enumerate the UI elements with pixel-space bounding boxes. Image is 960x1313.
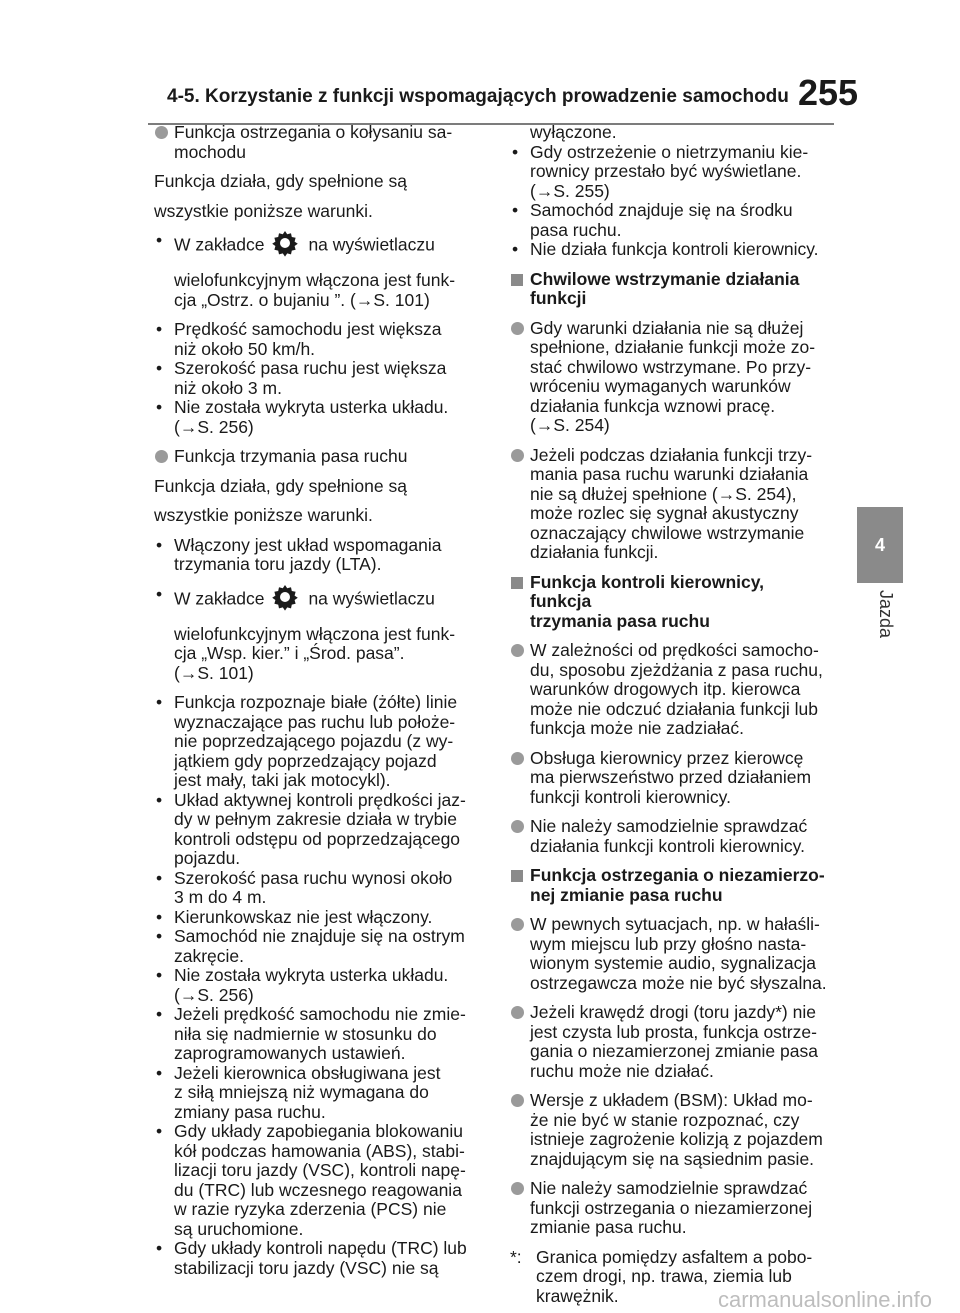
gear-icon — [270, 228, 300, 258]
note-item: Nie należy samodzielnie sprawdzać funkcji ostrzegania o niezamierzonej zmianie pasa ruchu. — [510, 1179, 830, 1238]
paragraph: Funkcja działa, gdy spełnione są wszystkie poniższe warunki. — [154, 171, 407, 221]
note-item: Obsługa kierownicy przez kierowcę ma pierwszeństwo przed działaniem funkcji kontroli kierownicy. — [510, 749, 830, 808]
bullet-item: • W zakładce na wyświetlaczu wielofunkcyjnym włączona jest funk- cja „Wsp. kier.” i „Środ. pasa”. (→S. 101) — [156, 583, 456, 683]
circle-bullet-icon — [511, 322, 524, 335]
page-number: 255 — [798, 72, 859, 113]
circle-bullet-icon — [511, 1094, 524, 1107]
gear-icon — [270, 582, 300, 612]
bullet-item: • Układ aktywnej kontroli prędkości jaz- dy w pełnym zakresie działa w trybie kontroli odstępu od poprzedzającego pojazdu. — [156, 789, 466, 868]
bullet-item: • Nie działa funkcja kontroli kierownicy. — [512, 239, 819, 259]
note-item: Gdy warunki działania nie są dłużej spełnione, działanie funkcji może zo- stać chwilowo wstrzymane. Po przy- wróceniu wymaganych warunków działania funkcja wznowi pracę. (→S. 254) — [510, 319, 830, 436]
section-heading: Funkcja ostrzegania o kołysaniu sa- mochodu — [154, 123, 484, 162]
footnote: *: Granica pomiędzy asfaltem a pobo- czem drogi, np. trawa, ziemia lub krawężnik. — [510, 1246, 813, 1306]
note-item: Nie należy samodzielnie sprawdzać działania funkcji kontroli kierownicy. — [510, 817, 830, 856]
bullet-item: • W zakładce na wyświetlaczu wielofunkcyjnym włączona jest funk- cja „Ostrz. o bujaniu ”. (→S. 101) — [156, 230, 456, 310]
circle-bullet-icon — [155, 450, 168, 463]
bullet-item: • Szerokość pasa ruchu jest większa niż około 3 m. — [156, 358, 447, 398]
continued-text: wyłączone. — [530, 122, 617, 142]
section-heading: Funkcja trzymania pasa ruchu — [154, 447, 484, 467]
note-item: Jeżeli krawędź drogi (toru jazdy*) nie jest czysta lub prosta, funkcja ostrze- gania o niezamierzonej zmianie pasa ruchu może nie działać. — [510, 1003, 830, 1081]
footnote-mark: *: — [510, 1246, 522, 1267]
bullet-item: • Nie została wykryta usterka układu. (→S. 256) — [156, 965, 449, 1005]
paragraph: Funkcja działa, gdy spełnione są wszystkie poniższe warunki. — [154, 475, 407, 525]
circle-bullet-icon — [511, 820, 524, 833]
bullet-item: • Funkcja rozpoznaje białe (żółte) linie wyznaczające pas ruchu lub położe- nie poprzedzającego pojazdu (z wy- jątkiem gdy poprzedzający pojazd jest mały, taki jak motocykl). — [156, 692, 458, 790]
chapter-label: Jazda — [876, 590, 896, 639]
watermark: carmanualsonline.info — [718, 1287, 933, 1312]
square-bullet-icon — [511, 870, 523, 882]
subsection-heading: Funkcja kontroli kierownicy, funkcja trzymania pasa ruchu — [510, 573, 830, 632]
bullet-item: • Gdy układy kontroli napędu (TRC) lub stabilizacji toru jazdy (VSC) nie są — [156, 1238, 467, 1278]
bullet-item: • Jeżeli prędkość samochodu nie zmie- niła się nadmiernie w stosunku do zaprogramowanych ustawień. — [156, 1004, 466, 1063]
bullet-item: • Gdy ostrzeżenie o nietrzymaniu kie- rownicy przestało być wyświetlane. (→S. 255) — [512, 141, 809, 201]
circle-bullet-icon — [511, 449, 524, 462]
note-item: W zależności od prędkości samocho- du, sposobu zjeżdżania z pasa ruchu, warunków drogowych itp. kierowca może nie odczuć działania funkcji lub funkcja może nie zadziałać. — [510, 641, 830, 739]
section-title: 4-5. Korzystanie z funkcji wspomagających prowadzenie samochodu — [167, 86, 789, 107]
subsection-heading: Chwilowe wstrzymanie działania funkcji — [510, 270, 830, 309]
left-column — [154, 123, 484, 1278]
bullet-item: • Kierunkowskaz nie jest włączony. — [156, 906, 433, 927]
bullet-item: • Prędkość samochodu jest większa niż około 50 km/h. — [156, 319, 442, 359]
note-item: W pewnych sytuacjach, np. w hałaśli- wym miejscu lub przy głośno nasta- wionym systemie audio, sygnalizacja ostrzegawcza może nie być słyszalna. — [510, 915, 830, 993]
bullet-item: • Szerokość pasa ruchu wynosi około 3 m do 4 m. — [156, 867, 453, 907]
chapter-tab[interactable]: 4 — [857, 507, 903, 583]
circle-bullet-icon — [511, 752, 524, 765]
note-item: Wersje z układem (BSM): Układ mo- że nie być w stanie rozpoznać, czy istnieje zagrożenie kolizją z pojazdem znajdującym się na sąsiednim pasie. — [510, 1091, 830, 1169]
square-bullet-icon — [511, 274, 523, 286]
subsection-heading: Funkcja ostrzegania o niezamierzo- nej zmianie pasa ruchu — [510, 866, 830, 905]
square-bullet-icon — [511, 577, 523, 589]
note-item: Jeżeli podczas działania funkcji trzy- mania pasa ruchu warunki działania nie są dłużej spełnione (→S. 254), może rozlec się sygnał akustyczny oznaczający chwilowe wstrzymanie działania funkcji. — [510, 446, 830, 563]
bullet-item: • Gdy układy zapobiegania blokowaniu kół podczas hamowania (ABS), stabi- lizacji toru jazdy (VSC), kontroli napę- du (TRC) lub wczesnego reagowania w razie ryzyka zderzenia (PCS) nie są uruchomione. — [156, 1121, 466, 1239]
circle-bullet-icon — [511, 644, 524, 657]
bullet-item: • Samochód nie znajduje się na ostrym zakręcie. — [156, 926, 465, 966]
circle-bullet-icon — [511, 1006, 524, 1019]
bullet-item: • Jeżeli kierownica obsługiwana jest z siłą mniejszą niż wymagana do zmiany pasa ruchu. — [156, 1062, 441, 1122]
right-column — [510, 123, 830, 1306]
bullet-item: • Nie została wykryta usterka układu. (→S. 256) — [156, 397, 449, 437]
bullet-dot-icon: • — [156, 230, 163, 250]
bullet-item: • Samochód znajduje się na środku pasa ruchu. — [512, 200, 793, 240]
circle-bullet-icon — [155, 126, 168, 139]
page-header — [0, 62, 960, 122]
circle-bullet-icon — [511, 1182, 524, 1195]
bullet-item: • Włączony jest układ wspomagania trzymania toru jazdy (LTA). — [156, 534, 442, 574]
circle-bullet-icon — [511, 918, 524, 931]
